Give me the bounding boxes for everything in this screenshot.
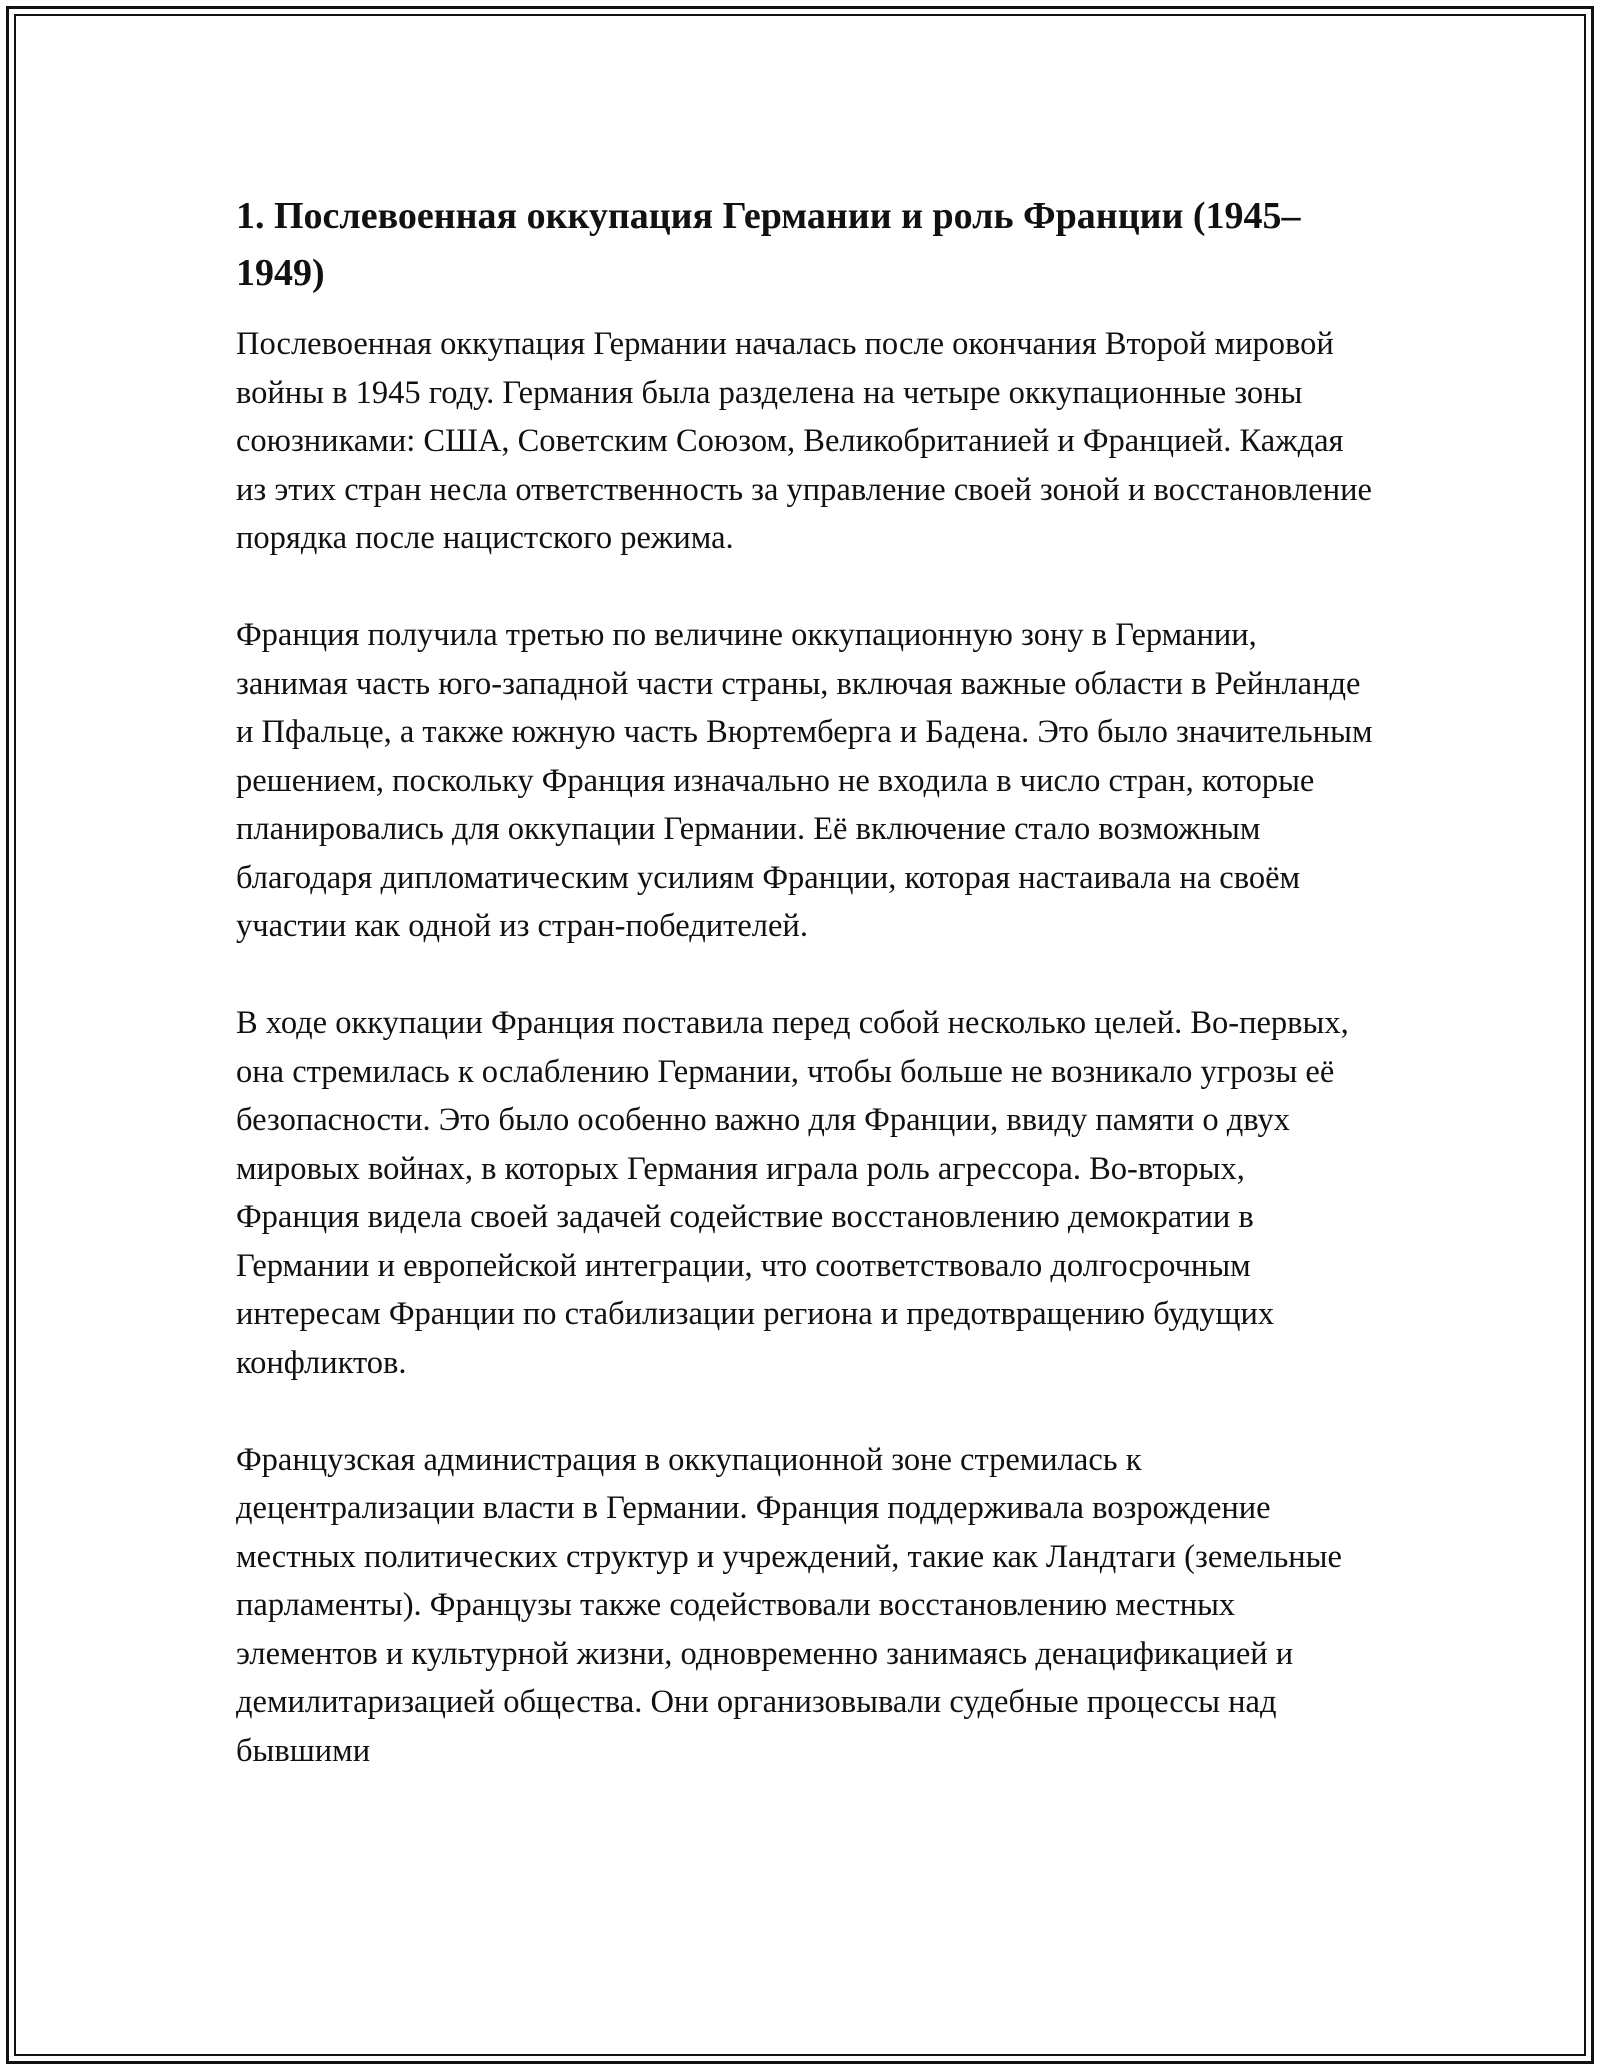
- paragraph-3: В ходе оккупации Франция поставила перед собой несколько целей. Во-первых, она стремилась к ослаблению Германии, чтобы больше не возникало угрозы её безопасности. Это было особенно важно для Франции, ввиду памяти о двух мировых войнах, в которых Германия играла роль агрессора. Во-вторых, Франция видела своей задачей содействие восстановлению демократии в Германии и европейской интеграции, что соответствовало долгосрочным интересам Франции по стабилизации региона и предотвращению будущих конфликтов.: [236, 1005, 1349, 1381]
- paragraph-4: Французская администрация в оккупационной зоне стремилась к децентрализации власти в Германии. Франция поддерживала возрождение местных политических структур и учреждений, такие как Ландтаги (земельные парламенты). Французы также содействовали восстановлению местных элементов и культурной жизни, одновременно занимаясь денацификацией и демилитаризацией общества. Они организовывали судебные процессы над бывшими: [236, 1441, 1342, 1769]
- document-body: [236, 188, 1376, 1824]
- paragraph-2: Франция получила третью по величине оккупационную зону в Германии, занимая часть юго-западной части страны, включая важные области в Рейнланде и Пфальце, а также южную часть Вюртемберга и Бадена. Это было значительным решением, поскольку Франция изначально не входила в число стран, которые планировались для оккупации Германии. Её включение стало возможным благодаря дипломатическим усилиям Франции, которая настаивала на своём участии как одной из стран-победителей.: [236, 617, 1373, 944]
- paragraph-1: Послевоенная оккупация Германии началась после окончания Второй мировой войны в 1945 году. Германия была разделена на четыре оккупационные зоны союзниками: США, Советским Союзом, Великобританией и Францией. Каждая из этих стран несла ответственность за управление своей зоной и восстановление порядка после нацистского режима.: [236, 326, 1372, 556]
- section-heading: 1. Послевоенная оккупация Германии и роль Франции (1945–1949): [236, 195, 1301, 294]
